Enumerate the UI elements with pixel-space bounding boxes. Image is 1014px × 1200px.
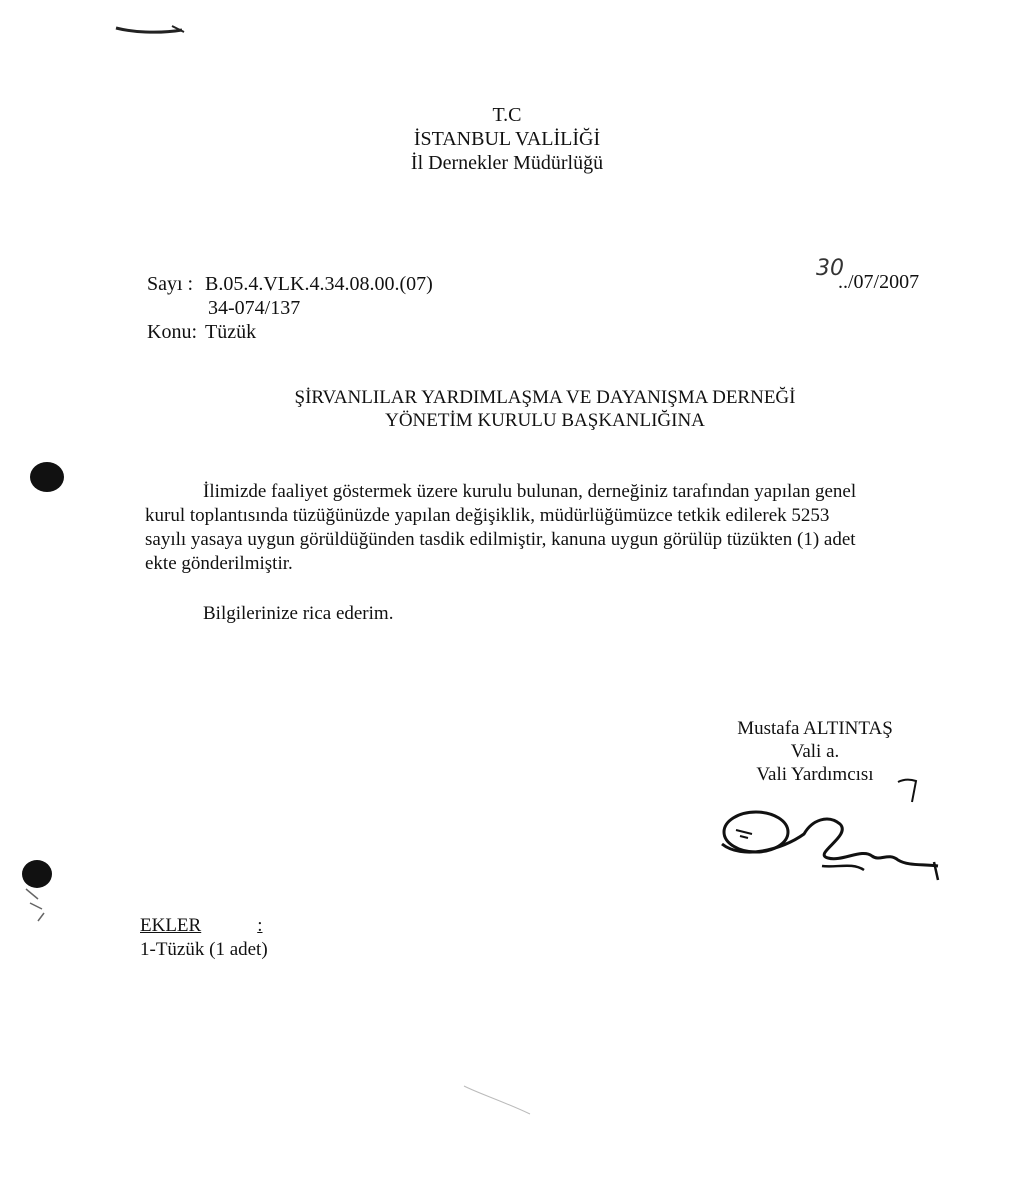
body-line-4: ekte gönderilmiştir. xyxy=(145,553,293,574)
addressee-association-name: ŞİRVANLILAR YARDIMLAŞMA VE DAYANIŞMA DERNEĞİ xyxy=(294,387,796,408)
addressee-board-presidency: YÖNETİM KURULU BAŞKANLIĞINA xyxy=(385,410,705,431)
body-line-3: sayılı yasaya uygun görüldüğünden tasdik edilmiştir, kanuna uygun görülüp tüzükten (1) adet xyxy=(145,529,856,550)
sayi-label: Sayı : xyxy=(147,273,194,295)
konu-value: Tüzük xyxy=(205,321,257,343)
signatory-title-2: Vali Yardımcısı xyxy=(756,764,874,785)
letterhead-line-tc: T.C xyxy=(492,104,522,126)
margin-scratch-mark xyxy=(20,885,50,925)
scan-artifact-mark xyxy=(460,1080,540,1120)
attachments-header xyxy=(140,914,263,937)
letterhead xyxy=(0,103,1014,175)
signatory-title-1: Vali a. xyxy=(790,741,840,762)
addressee-block xyxy=(0,386,1014,432)
body-line-2: kurul toplantısında tüzüğünüzde yapılan değişiklik, müdürlüğümüzce tetkik edilerek 5253 xyxy=(145,505,830,526)
closing-line: Bilgilerinize rica ederim. xyxy=(203,603,394,624)
punch-hole-mark xyxy=(30,462,64,492)
body-line-1: İlimizde faaliyet göstermek üzere kurulu bulunan, derneğiniz tarafından yapılan genel xyxy=(203,481,857,502)
attachments-label: EKLER xyxy=(140,915,202,936)
attachments-colon: : xyxy=(257,915,263,936)
sayi-value: B.05.4.VLK.4.34.08.00.(07) xyxy=(205,273,433,295)
letterhead-line-directorate: İl Dernekler Müdürlüğü xyxy=(410,152,604,174)
handwritten-signature xyxy=(712,800,952,890)
letter-body xyxy=(145,480,935,576)
date-day-handwritten: 30 xyxy=(816,256,844,281)
attachment-item-1: 1-Tüzük (1 adet) xyxy=(140,939,268,960)
date-month-year: ../07/2007 xyxy=(838,271,920,293)
letterhead-line-governorship: İSTANBUL VALİLİĞİ xyxy=(413,128,601,150)
punch-hole-mark xyxy=(22,860,52,888)
signatory-name: Mustafa ALTINTAŞ xyxy=(737,718,893,739)
sayi-value-second-line: 34-074/137 xyxy=(208,297,301,319)
corner-scribble-mark xyxy=(112,18,192,42)
konu-label: Konu: xyxy=(147,321,197,343)
